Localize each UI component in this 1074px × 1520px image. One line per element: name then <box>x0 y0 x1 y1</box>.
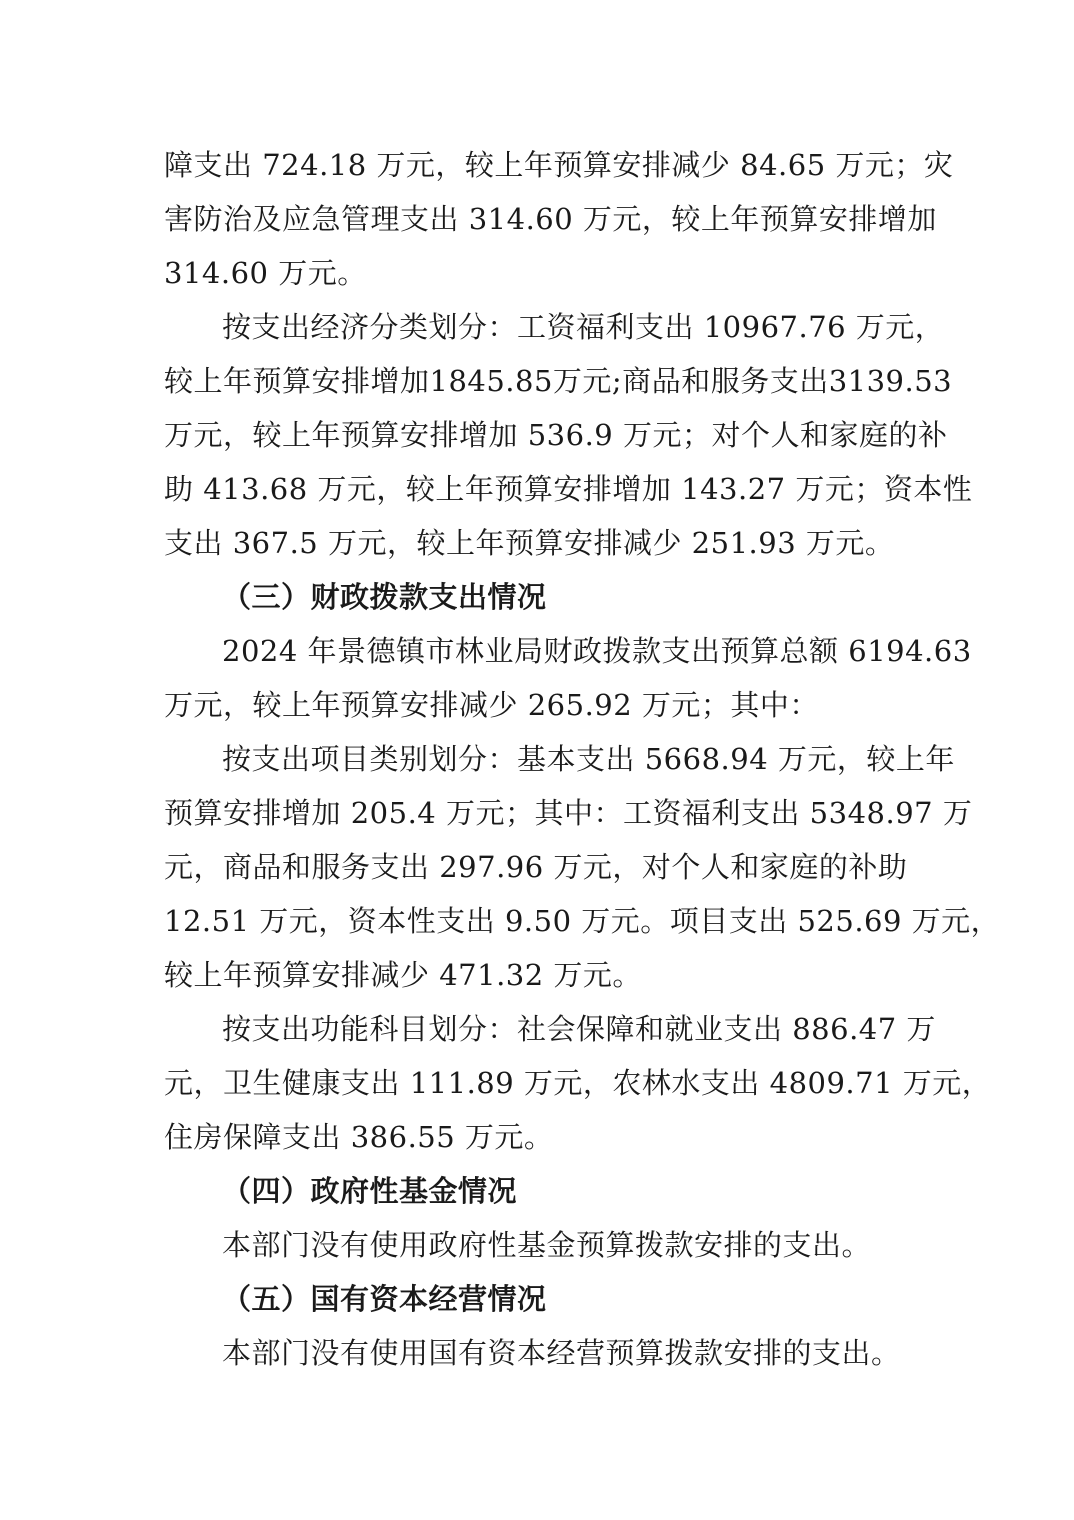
paragraph-line: 较上年预算安排减少 471.32 万元。 <box>164 958 642 992</box>
paragraph-line: 万元，较上年预算安排减少 265.92 万元；其中： <box>164 688 819 722</box>
section-heading: （三）财政拨款支出情况 <box>222 580 547 614</box>
section-heading: （五）国有资本经营情况 <box>222 1282 547 1316</box>
paragraph-line: 障支出 724.18 万元，较上年预算安排减少 84.65 万元；灾 <box>164 148 954 182</box>
paragraph-line: 害防治及应急管理支出 314.60 万元，较上年预算安排增加 <box>164 202 937 236</box>
paragraph-line: 元，卫生健康支出 111.89 万元，农林水支出 4809.71 万元， <box>164 1066 992 1100</box>
paragraph-line: 支出 367.5 万元，较上年预算安排减少 251.93 万元。 <box>164 526 895 560</box>
paragraph-line: 元，商品和服务支出 297.96 万元，对个人和家庭的补助 <box>164 850 908 884</box>
paragraph-line: 314.60 万元。 <box>164 256 367 290</box>
paragraph-line: 2024 年景德镇市林业局财政拨款支出预算总额 6194.63 <box>222 634 972 668</box>
paragraph-line: 按支出项目类别划分：基本支出 5668.94 万元，较上年 <box>222 742 955 776</box>
paragraph-line: 万元，较上年预算安排增加 536.9 万元；对个人和家庭的补 <box>164 418 948 452</box>
paragraph-line: 本部门没有使用政府性基金预算拨款安排的支出。 <box>222 1228 872 1262</box>
paragraph-line: 住房保障支出 386.55 万元。 <box>164 1120 554 1154</box>
paragraph-line: 本部门没有使用国有资本经营预算拨款安排的支出。 <box>222 1336 901 1370</box>
section-heading: （四）政府性基金情况 <box>222 1174 518 1208</box>
paragraph-line: 较上年预算安排增加1845.85万元;商品和服务支出3139.53 <box>164 364 953 398</box>
paragraph-line: 助 413.68 万元，较上年预算安排增加 143.27 万元；资本性 <box>164 472 973 506</box>
paragraph-line: 按支出经济分类划分：工资福利支出 10967.76 万元， <box>222 310 945 344</box>
paragraph-line: 预算安排增加 205.4 万元；其中：工资福利支出 5348.97 万 <box>164 796 973 830</box>
paragraph-line: 12.51 万元，资本性支出 9.50 万元。项目支出 525.69 万元， <box>164 904 1001 938</box>
paragraph-line: 按支出功能科目划分：社会保障和就业支出 886.47 万 <box>222 1012 936 1046</box>
